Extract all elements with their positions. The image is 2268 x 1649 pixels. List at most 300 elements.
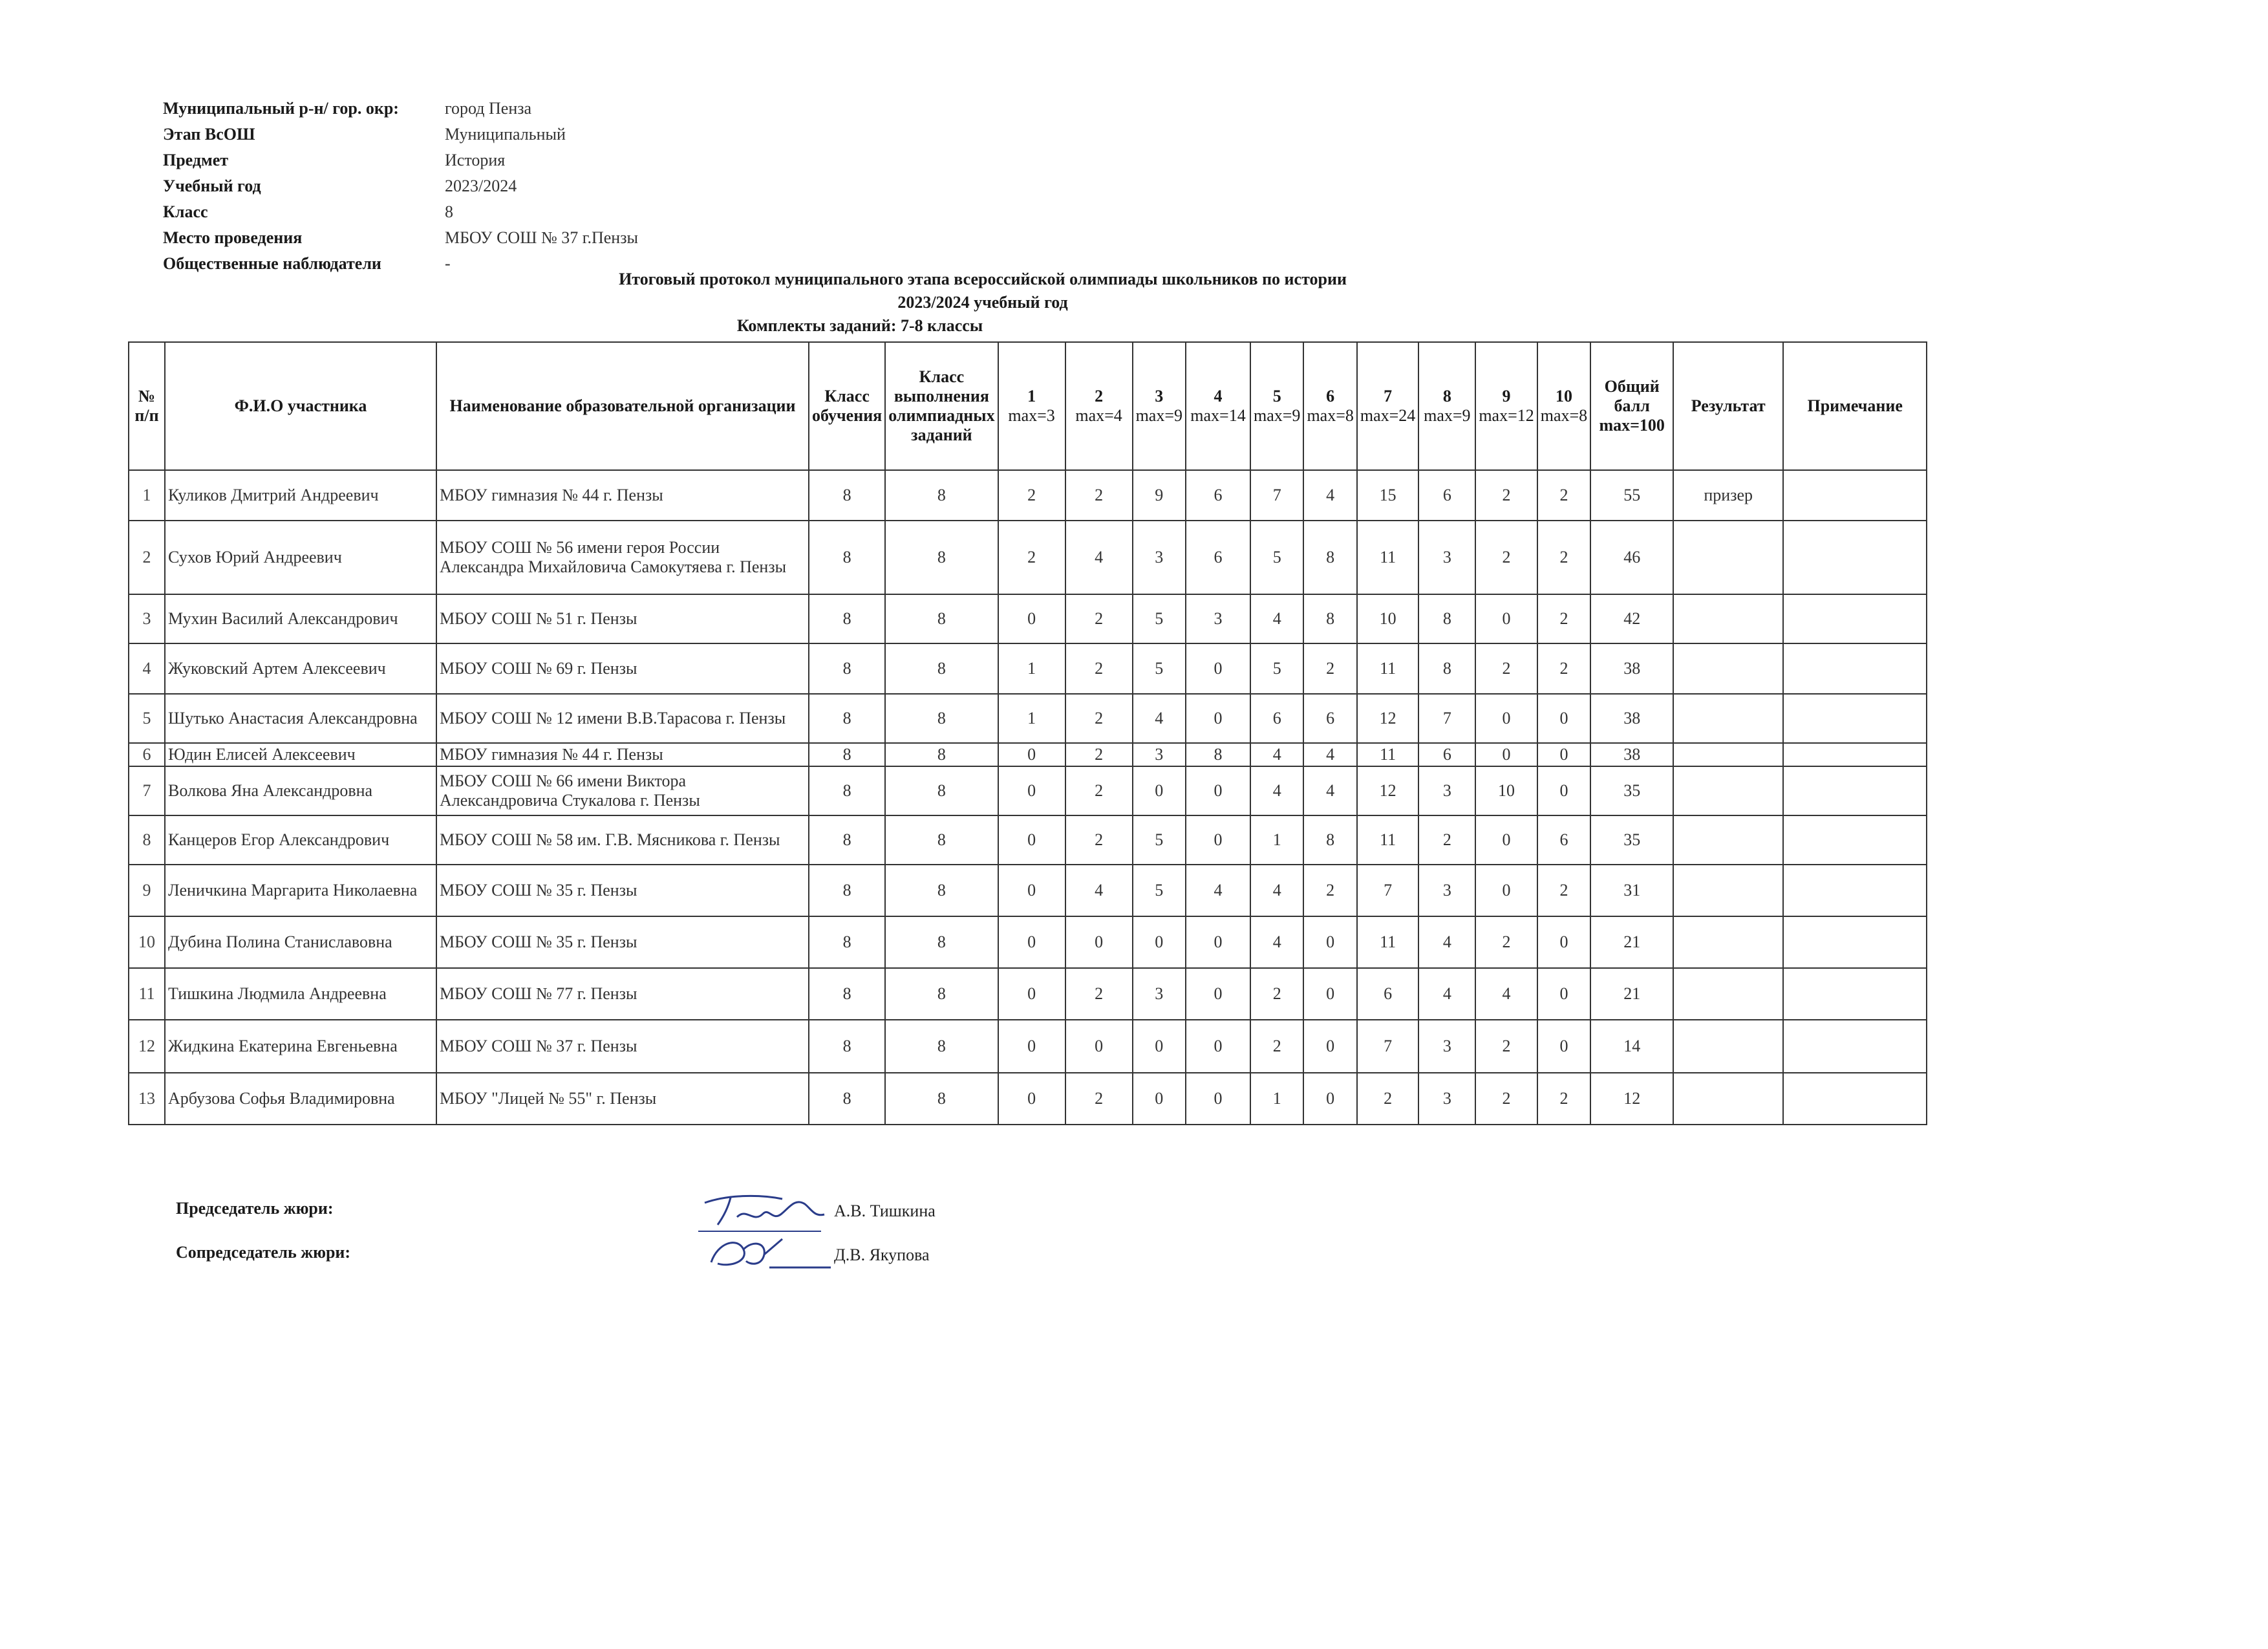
table-row (129, 1073, 1927, 1125)
cell-result (1673, 521, 1783, 594)
cell-score-task-5: 5 (1250, 643, 1303, 694)
cell-score-task-2: 4 (1065, 521, 1133, 594)
cell-note (1783, 815, 1927, 865)
chair-name: А.В. Тишкина (834, 1202, 936, 1220)
cell-num: 4 (129, 643, 165, 694)
cell-class-exec: 8 (885, 1073, 998, 1125)
cell-score-task-3: 4 (1133, 694, 1186, 743)
cell-score-task-9: 2 (1475, 1020, 1537, 1073)
title-line-1: Итоговый протокол муниципального этапа всероссийской олимпиады школьников по истории (619, 270, 1347, 288)
cell-org: МБОУ СОШ № 69 г. Пензы (436, 643, 809, 694)
cell-score-task-6: 0 (1303, 1073, 1356, 1125)
header-task-max: max=8 (1307, 406, 1354, 425)
cell-score-task-2: 2 (1065, 766, 1133, 815)
header-note: Примечание (1783, 342, 1927, 470)
cell-total: 38 (1590, 694, 1673, 743)
header-total: Общий балл max=100 (1590, 342, 1673, 470)
cell-score-task-7: 11 (1357, 521, 1418, 594)
cell-note (1783, 766, 1927, 815)
cell-score-task-4: 0 (1186, 643, 1250, 694)
meta-value: 8 (445, 202, 453, 221)
meta-label: Учебный год (163, 177, 261, 195)
cell-score-task-6: 4 (1303, 766, 1356, 815)
meta-label: Муниципальный р-н/ гор. окр: (163, 99, 399, 118)
cell-num: 9 (129, 865, 165, 916)
table-row (129, 968, 1927, 1020)
cell-note (1783, 916, 1927, 968)
cell-total: 35 (1590, 815, 1673, 865)
cell-score-task-3: 5 (1133, 643, 1186, 694)
header-task-6 (1303, 342, 1356, 470)
cell-class: 8 (809, 815, 885, 865)
cell-total: 38 (1590, 743, 1673, 766)
cell-score-task-9: 2 (1475, 643, 1537, 694)
cell-score-task-2: 2 (1065, 643, 1133, 694)
cell-score-task-7: 2 (1357, 1073, 1418, 1125)
cell-score-task-1: 0 (998, 766, 1065, 815)
cell-score-task-9: 0 (1475, 594, 1537, 643)
cochair-label: Сопредседатель жюри: (176, 1243, 351, 1262)
cell-score-task-5: 6 (1250, 694, 1303, 743)
cell-score-task-3: 0 (1133, 1073, 1186, 1125)
meta-row (163, 199, 638, 225)
cell-score-task-5: 1 (1250, 815, 1303, 865)
header-task-5 (1250, 342, 1303, 470)
cell-score-task-1: 0 (998, 1073, 1065, 1125)
cell-result (1673, 1020, 1783, 1073)
cell-class: 8 (809, 594, 885, 643)
cell-score-task-1: 2 (998, 521, 1065, 594)
cell-org: МБОУ СОШ № 77 г. Пензы (436, 968, 809, 1020)
cell-total: 31 (1590, 865, 1673, 916)
cell-score-task-5: 4 (1250, 865, 1303, 916)
cell-score-task-3: 0 (1133, 1020, 1186, 1073)
cell-num: 6 (129, 743, 165, 766)
header-task-8 (1418, 342, 1475, 470)
header-task-number: 5 (1272, 387, 1281, 405)
cell-result (1673, 1073, 1783, 1125)
cell-score-task-8: 6 (1418, 470, 1475, 521)
cell-num: 7 (129, 766, 165, 815)
cell-score-task-1: 1 (998, 694, 1065, 743)
cell-score-task-4: 0 (1186, 1020, 1250, 1073)
cell-score-task-4: 4 (1186, 865, 1250, 916)
cell-score-task-4: 0 (1186, 694, 1250, 743)
header-task-number: 8 (1442, 387, 1451, 405)
header-num: № п/п (129, 342, 165, 470)
cell-score-task-4: 0 (1186, 815, 1250, 865)
cell-score-task-5: 1 (1250, 1073, 1303, 1125)
cell-num: 3 (129, 594, 165, 643)
header-result: Результат (1673, 342, 1783, 470)
cell-note (1783, 1020, 1927, 1073)
cell-score-task-10: 0 (1537, 916, 1590, 968)
cell-score-task-1: 0 (998, 815, 1065, 865)
table-row (129, 470, 1927, 521)
cell-total: 42 (1590, 594, 1673, 643)
cell-org: МБОУ СОШ № 35 г. Пензы (436, 916, 809, 968)
cell-score-task-8: 8 (1418, 594, 1475, 643)
cell-class-exec: 8 (885, 766, 998, 815)
cell-num: 2 (129, 521, 165, 594)
meta-value: 2023/2024 (445, 177, 517, 195)
cell-score-task-8: 7 (1418, 694, 1475, 743)
cell-score-task-4: 3 (1186, 594, 1250, 643)
cell-class-exec: 8 (885, 643, 998, 694)
cell-total: 21 (1590, 916, 1673, 968)
cell-score-task-4: 0 (1186, 1073, 1250, 1125)
header-task-10 (1537, 342, 1590, 470)
cell-class: 8 (809, 968, 885, 1020)
cell-class-exec: 8 (885, 815, 998, 865)
cell-note (1783, 470, 1927, 521)
header-task-7 (1357, 342, 1418, 470)
cell-num: 1 (129, 470, 165, 521)
cell-score-task-7: 10 (1357, 594, 1418, 643)
header-task-4 (1186, 342, 1250, 470)
cell-score-task-6: 4 (1303, 743, 1356, 766)
header-task-number: 9 (1502, 387, 1511, 405)
header-task-max: max=9 (1135, 406, 1182, 425)
cell-score-task-10: 2 (1537, 594, 1590, 643)
cell-result (1673, 643, 1783, 694)
cell-score-task-2: 2 (1065, 968, 1133, 1020)
cell-name: Юдин Елисей Алексеевич (165, 743, 436, 766)
cell-score-task-10: 2 (1537, 470, 1590, 521)
cell-score-task-6: 4 (1303, 470, 1356, 521)
header-task-1 (998, 342, 1065, 470)
cell-score-task-8: 3 (1418, 521, 1475, 594)
cell-num: 11 (129, 968, 165, 1020)
meta-block (163, 96, 638, 277)
cell-score-task-6: 0 (1303, 968, 1356, 1020)
cell-score-task-9: 0 (1475, 865, 1537, 916)
cell-score-task-8: 3 (1418, 1073, 1475, 1125)
cell-org: МБОУ СОШ № 58 им. Г.В. Мясникова г. Пензы (436, 815, 809, 865)
cell-score-task-9: 0 (1475, 815, 1537, 865)
cell-score-task-3: 0 (1133, 916, 1186, 968)
meta-label: Класс (163, 202, 208, 221)
cell-class-exec: 8 (885, 594, 998, 643)
cell-num: 13 (129, 1073, 165, 1125)
header-name: Ф.И.О участника (165, 342, 436, 470)
cell-score-task-8: 2 (1418, 815, 1475, 865)
header-task-max: max=8 (1540, 406, 1588, 425)
cell-score-task-5: 5 (1250, 521, 1303, 594)
cell-score-task-1: 0 (998, 968, 1065, 1020)
meta-label: Этап ВсОШ (163, 125, 255, 144)
meta-value: История (445, 151, 506, 169)
cell-name: Леничкина Маргарита Николаевна (165, 865, 436, 916)
cell-class: 8 (809, 643, 885, 694)
cell-score-task-7: 11 (1357, 643, 1418, 694)
cell-name: Канцеров Егор Александрович (165, 815, 436, 865)
cell-org: МБОУ СОШ № 66 имени Виктора Александровича Стукалова г. Пензы (436, 766, 809, 815)
cell-name: Мухин Василий Александрович (165, 594, 436, 643)
meta-value: Муниципальный (445, 125, 566, 144)
cell-score-task-4: 6 (1186, 470, 1250, 521)
table-row (129, 766, 1927, 815)
cell-score-task-4: 0 (1186, 916, 1250, 968)
cell-score-task-10: 6 (1537, 815, 1590, 865)
cell-score-task-10: 0 (1537, 1020, 1590, 1073)
cell-score-task-2: 4 (1065, 865, 1133, 916)
cell-score-task-8: 4 (1418, 916, 1475, 968)
signature-image (692, 1185, 840, 1275)
cell-score-task-10: 0 (1537, 766, 1590, 815)
cochair-name: Д.В. Якупова (834, 1245, 930, 1264)
cell-score-task-9: 0 (1475, 694, 1537, 743)
cell-total: 46 (1590, 521, 1673, 594)
cell-num: 5 (129, 694, 165, 743)
header-task-max: max=14 (1190, 406, 1246, 425)
cell-score-task-4: 0 (1186, 766, 1250, 815)
table-row (129, 694, 1927, 743)
cell-org: МБОУ СОШ № 37 г. Пензы (436, 1020, 809, 1073)
cell-class-exec: 8 (885, 968, 998, 1020)
table-row (129, 594, 1927, 643)
cell-score-task-3: 3 (1133, 521, 1186, 594)
cell-note (1783, 968, 1927, 1020)
table-row (129, 916, 1927, 968)
header-task-9 (1475, 342, 1537, 470)
cell-name: Шутько Анастасия Александровна (165, 694, 436, 743)
header-task-max: max=3 (1008, 406, 1055, 425)
cell-result (1673, 865, 1783, 916)
cell-score-task-2: 0 (1065, 1020, 1133, 1073)
header-task-number: 6 (1326, 387, 1335, 405)
cell-score-task-10: 2 (1537, 521, 1590, 594)
cell-score-task-2: 2 (1065, 1073, 1133, 1125)
cell-class-exec: 8 (885, 865, 998, 916)
title-line-3: Комплекты заданий: 7-8 классы (736, 316, 983, 335)
cell-score-task-1: 0 (998, 916, 1065, 968)
header-task-number: 7 (1384, 387, 1393, 405)
cell-score-task-5: 2 (1250, 1020, 1303, 1073)
cell-note (1783, 865, 1927, 916)
cell-score-task-5: 4 (1250, 594, 1303, 643)
cell-result (1673, 743, 1783, 766)
cell-score-task-9: 2 (1475, 1073, 1537, 1125)
cell-score-task-8: 4 (1418, 968, 1475, 1020)
cell-score-task-1: 1 (998, 643, 1065, 694)
meta-row (163, 147, 638, 173)
header-task-number: 3 (1155, 387, 1164, 405)
cell-score-task-6: 8 (1303, 521, 1356, 594)
cell-class: 8 (809, 1073, 885, 1125)
cell-result (1673, 766, 1783, 815)
cell-note (1783, 594, 1927, 643)
cell-org: МБОУ СОШ № 51 г. Пензы (436, 594, 809, 643)
cell-score-task-4: 0 (1186, 968, 1250, 1020)
cell-org: МБОУ "Лицей № 55" г. Пензы (436, 1073, 809, 1125)
cell-result (1673, 916, 1783, 968)
cell-score-task-1: 0 (998, 743, 1065, 766)
meta-row (163, 225, 638, 251)
cell-score-task-7: 12 (1357, 766, 1418, 815)
header-task-number: 2 (1095, 387, 1104, 405)
cell-note (1783, 694, 1927, 743)
cell-score-task-9: 2 (1475, 916, 1537, 968)
cell-total: 35 (1590, 766, 1673, 815)
cell-org: МБОУ СОШ № 35 г. Пензы (436, 865, 809, 916)
cell-score-task-7: 11 (1357, 743, 1418, 766)
cell-class: 8 (809, 766, 885, 815)
chair-label: Председатель жюри: (176, 1199, 334, 1218)
cell-class-exec: 8 (885, 694, 998, 743)
cell-score-task-2: 2 (1065, 594, 1133, 643)
cell-class-exec: 8 (885, 916, 998, 968)
cell-score-task-5: 4 (1250, 766, 1303, 815)
cell-result (1673, 694, 1783, 743)
cell-class: 8 (809, 865, 885, 916)
cell-score-task-8: 3 (1418, 865, 1475, 916)
header-task-2 (1065, 342, 1133, 470)
cell-org: МБОУ СОШ № 56 имени героя России Александра Михайловича Самокутяева г. Пензы (436, 521, 809, 594)
cell-result (1673, 815, 1783, 865)
cell-score-task-6: 8 (1303, 594, 1356, 643)
cell-score-task-2: 2 (1065, 694, 1133, 743)
cell-score-task-4: 6 (1186, 521, 1250, 594)
cell-score-task-3: 3 (1133, 968, 1186, 1020)
cell-name: Арбузова Софья Владимировна (165, 1073, 436, 1125)
table-row (129, 865, 1927, 916)
cell-class: 8 (809, 1020, 885, 1073)
cell-score-task-8: 8 (1418, 643, 1475, 694)
meta-label: Общественные наблюдатели (163, 254, 381, 273)
cell-score-task-9: 4 (1475, 968, 1537, 1020)
cell-score-task-10: 2 (1537, 1073, 1590, 1125)
cell-name: Жуковский Артем Алексеевич (165, 643, 436, 694)
cell-score-task-3: 9 (1133, 470, 1186, 521)
cell-result: призер (1673, 470, 1783, 521)
table-row (129, 743, 1927, 766)
cell-note (1783, 743, 1927, 766)
cell-score-task-3: 5 (1133, 594, 1186, 643)
cell-score-task-6: 2 (1303, 643, 1356, 694)
cell-score-task-3: 5 (1133, 865, 1186, 916)
meta-value: - (445, 254, 451, 273)
table-row (129, 1020, 1927, 1073)
cell-score-task-5: 4 (1250, 916, 1303, 968)
cell-score-task-7: 15 (1357, 470, 1418, 521)
cell-score-task-3: 5 (1133, 815, 1186, 865)
cell-class-exec: 8 (885, 470, 998, 521)
cell-score-task-7: 7 (1357, 865, 1418, 916)
cell-note (1783, 643, 1927, 694)
header-row (129, 342, 1927, 470)
cell-score-task-8: 6 (1418, 743, 1475, 766)
cell-note (1783, 1073, 1927, 1125)
cell-score-task-6: 0 (1303, 916, 1356, 968)
cell-class: 8 (809, 916, 885, 968)
cell-score-task-8: 3 (1418, 766, 1475, 815)
meta-value: МБОУ СОШ № 37 г.Пензы (445, 228, 638, 247)
cell-class: 8 (809, 694, 885, 743)
cell-name: Дубина Полина Станиславовна (165, 916, 436, 968)
cell-score-task-7: 11 (1357, 815, 1418, 865)
meta-value: город Пенза (445, 99, 532, 118)
protocol-title (453, 268, 1513, 338)
cell-num: 8 (129, 815, 165, 865)
meta-label: Место проведения (163, 228, 303, 247)
cell-score-task-6: 8 (1303, 815, 1356, 865)
meta-row (163, 96, 638, 122)
cell-score-task-9: 10 (1475, 766, 1537, 815)
cell-total: 14 (1590, 1020, 1673, 1073)
cell-score-task-7: 7 (1357, 1020, 1418, 1073)
cell-score-task-3: 3 (1133, 743, 1186, 766)
cell-score-task-2: 2 (1065, 743, 1133, 766)
cell-score-task-1: 2 (998, 470, 1065, 521)
results-table (128, 341, 1927, 1125)
cell-num: 10 (129, 916, 165, 968)
meta-row (163, 173, 638, 199)
cell-score-task-9: 2 (1475, 470, 1537, 521)
cell-name: Волкова Яна Александровна (165, 766, 436, 815)
cell-total: 55 (1590, 470, 1673, 521)
cell-score-task-2: 0 (1065, 916, 1133, 968)
cell-class-exec: 8 (885, 521, 998, 594)
cell-score-task-1: 0 (998, 594, 1065, 643)
cell-total: 21 (1590, 968, 1673, 1020)
cell-class: 8 (809, 521, 885, 594)
cell-score-task-6: 2 (1303, 865, 1356, 916)
cell-score-task-5: 2 (1250, 968, 1303, 1020)
cell-class: 8 (809, 470, 885, 521)
cell-score-task-10: 0 (1537, 743, 1590, 766)
cell-score-task-10: 0 (1537, 694, 1590, 743)
header-task-max: max=9 (1254, 406, 1301, 425)
cell-name: Жидкина Екатерина Евгеньевна (165, 1020, 436, 1073)
cell-class-exec: 8 (885, 1020, 998, 1073)
meta-row (163, 122, 638, 147)
title-line-2: 2023/2024 учебный год (897, 293, 1068, 312)
cell-score-task-9: 0 (1475, 743, 1537, 766)
header-org: Наименование образовательной организации (436, 342, 809, 470)
cell-name: Куликов Дмитрий Андреевич (165, 470, 436, 521)
cell-note (1783, 521, 1927, 594)
cell-score-task-1: 0 (998, 1020, 1065, 1073)
cell-score-task-10: 2 (1537, 865, 1590, 916)
header-task-max: max=12 (1479, 406, 1534, 425)
cell-class-exec: 8 (885, 743, 998, 766)
cell-score-task-6: 6 (1303, 694, 1356, 743)
table-row (129, 521, 1927, 594)
cell-org: МБОУ гимназия № 44 г. Пензы (436, 743, 809, 766)
header-task-number: 4 (1214, 387, 1223, 405)
cell-score-task-10: 2 (1537, 643, 1590, 694)
cell-score-task-8: 3 (1418, 1020, 1475, 1073)
header-task-number: 10 (1555, 387, 1572, 405)
meta-label: Предмет (163, 151, 229, 169)
cell-score-task-1: 0 (998, 865, 1065, 916)
header-class-exec: Класс выполнения олимпиадных заданий (885, 342, 998, 470)
cell-org: МБОУ гимназия № 44 г. Пензы (436, 470, 809, 521)
cell-score-task-7: 11 (1357, 916, 1418, 968)
cell-class: 8 (809, 743, 885, 766)
table-row (129, 643, 1927, 694)
cell-score-task-4: 8 (1186, 743, 1250, 766)
table-row (129, 815, 1927, 865)
cell-score-task-6: 0 (1303, 1020, 1356, 1073)
cell-score-task-9: 2 (1475, 521, 1537, 594)
header-task-max: max=24 (1360, 406, 1416, 425)
cell-total: 12 (1590, 1073, 1673, 1125)
cell-score-task-3: 0 (1133, 766, 1186, 815)
cell-name: Сухов Юрий Андреевич (165, 521, 436, 594)
cell-score-task-2: 2 (1065, 470, 1133, 521)
